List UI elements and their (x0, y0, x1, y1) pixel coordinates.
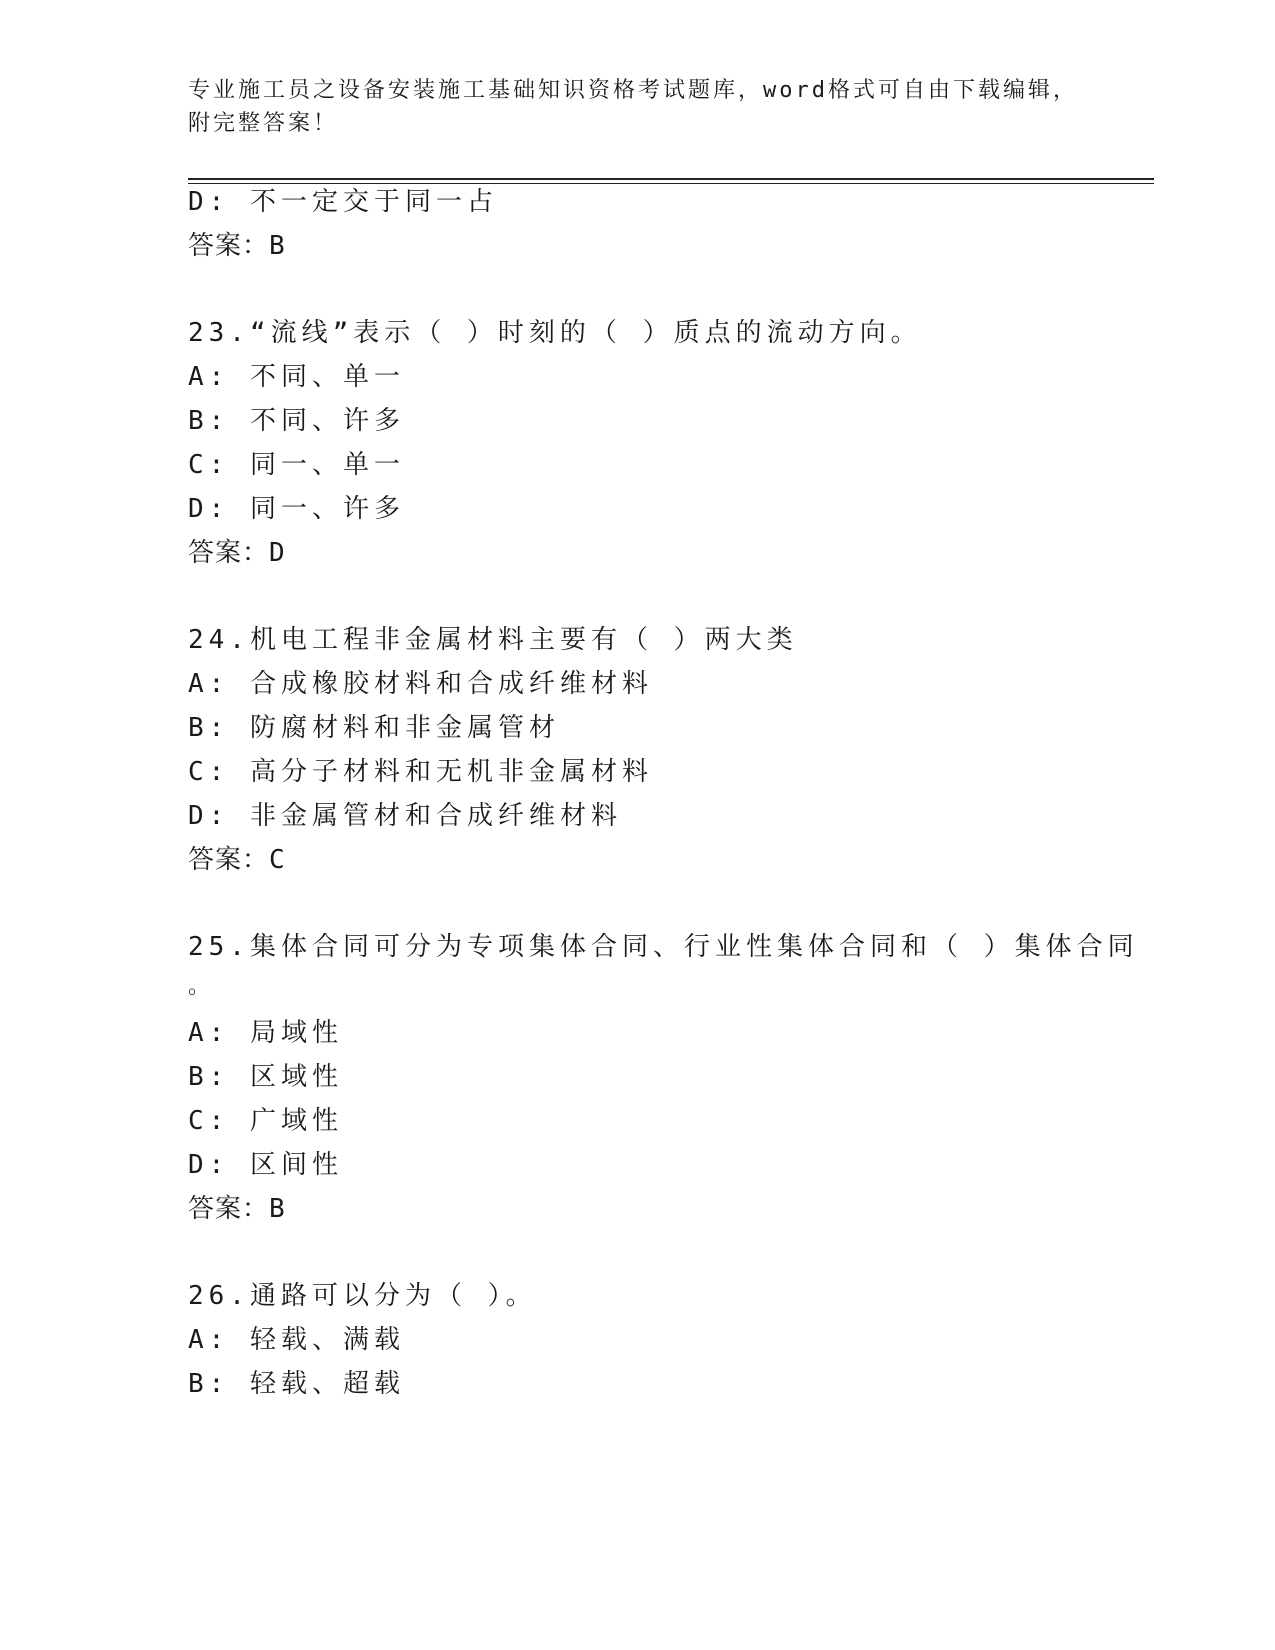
question-25-option-b: B: 区域性 (188, 1062, 343, 1092)
header-divider-thick (188, 178, 1154, 180)
header-title-line-1: 专业施工员之设备安装施工基础知识资格考试题库，word格式可自由下载编辑， (188, 78, 1078, 103)
answer-label: 答案： (188, 845, 270, 875)
answer-value: D (269, 538, 286, 568)
question-23-stem: 23.“流线”表示（ ）时刻的（ ）质点的流动方向。 (188, 318, 922, 348)
question-24-option-b: B: 防腐材料和非金属管材 (188, 713, 560, 743)
question-26-option-b: B: 轻载、超载 (188, 1369, 405, 1399)
prev-option-d: D: 不一定交于同一占 (188, 187, 498, 217)
answer-label: 答案： (188, 231, 270, 261)
answer-value: B (269, 1194, 286, 1224)
question-24-option-a: A: 合成橡胶材料和合成纤维材料 (188, 669, 653, 699)
header-divider-thin (188, 183, 1154, 184)
question-23-option-c: C: 同一、单一 (188, 450, 405, 480)
answer-value: C (269, 845, 286, 875)
question-25-stem-continuation: 。 (188, 974, 211, 999)
question-26-stem: 26.通路可以分为（ ）。 (188, 1281, 537, 1311)
prev-answer (188, 229, 286, 263)
question-24-answer (188, 843, 286, 877)
question-25-option-a: A: 局域性 (188, 1018, 343, 1048)
question-24-option-d: D: 非金属管材和合成纤维材料 (188, 801, 622, 831)
question-23-option-b: B: 不同、许多 (188, 406, 405, 436)
question-23-option-d: D: 同一、许多 (188, 494, 405, 524)
answer-label: 答案： (188, 538, 270, 568)
question-24-option-c: C: 高分子材料和无机非金属材料 (188, 757, 653, 787)
header-title-line-2: 附完整答案！ (188, 111, 339, 136)
question-25-option-c: C: 广域性 (188, 1106, 343, 1136)
question-25-option-d: D: 区间性 (188, 1150, 343, 1180)
question-23-answer (188, 536, 286, 570)
question-26-option-a: A: 轻载、满载 (188, 1325, 405, 1355)
question-25-answer (188, 1192, 286, 1226)
question-23-option-a: A: 不同、单一 (188, 362, 405, 392)
question-25-stem: 25.集体合同可分为专项集体合同、行业性集体合同和（ ）集体合同 (188, 932, 1139, 962)
question-24-stem: 24.机电工程非金属材料主要有（ ）两大类 (188, 625, 798, 655)
document-header (188, 74, 1088, 140)
answer-label: 答案： (188, 1194, 270, 1224)
answer-value: B (269, 231, 286, 261)
